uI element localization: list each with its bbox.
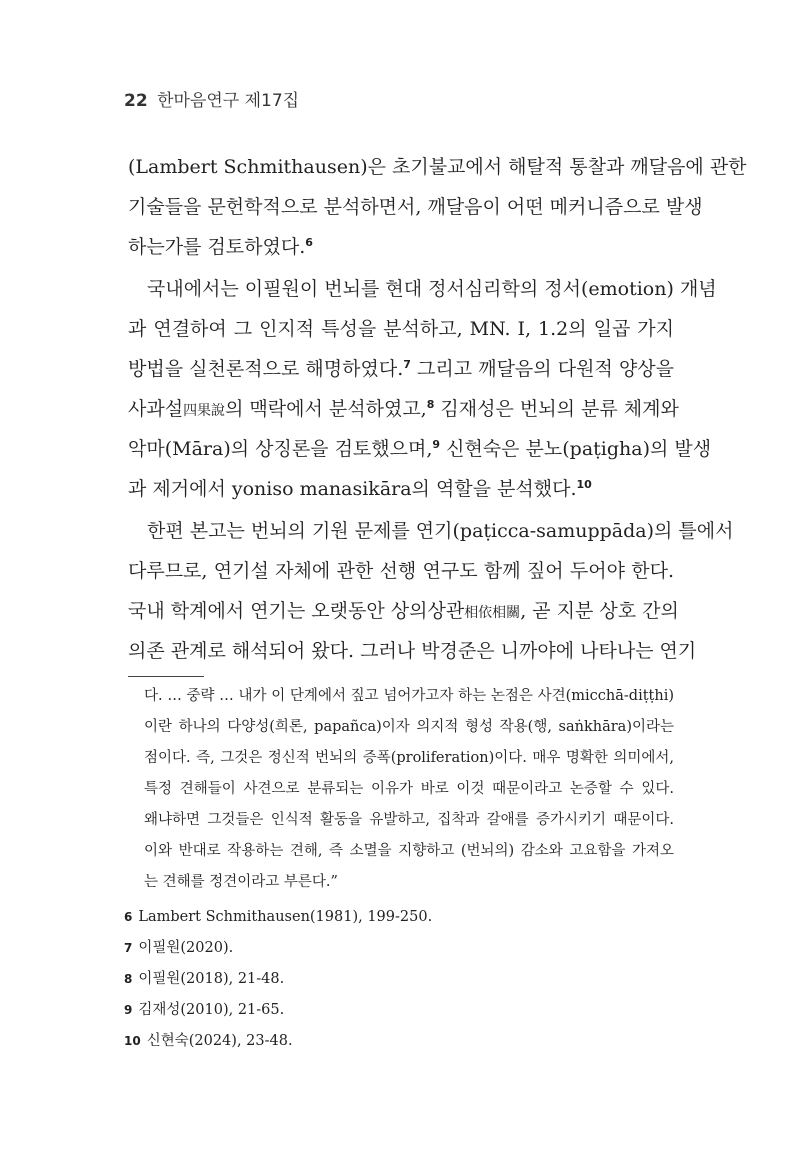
text-line <box>128 227 674 267</box>
text-line: (Lambert Schmithausen)은 초기불교에서 해탈적 통찰과 깨달음에 관한 <box>128 156 747 178</box>
page-number: 22 <box>124 91 148 111</box>
text-line: 다루므로, 연기설 자체에 관한 선행 연구도 함께 짚어 두어야 한다. <box>128 560 674 582</box>
line-text: 하는가를 검토하였다. <box>128 236 306 258</box>
quote-line: 다. … 중략 … 내가 이 단계에서 짚고 넘어가고자 하는 논점은 사견(micchā-diṭṭhi) <box>144 688 674 704</box>
line-text: 악마(Māra)의 상징론을 검토했으며, <box>128 438 433 460</box>
text-line: 기술들을 문헌학적으로 분석하면서, 깨달음이 어떤 메커니즘으로 발생 <box>128 196 703 218</box>
hanja-gloss: 四果說 <box>183 403 226 419</box>
footnote-text: 신현숙(2024), 23-48. <box>146 1033 293 1049</box>
text-line <box>128 349 674 389</box>
footnote-number: 10 <box>124 1034 141 1048</box>
footnote-9 <box>124 995 432 1026</box>
quote-line: 특정 견해들이 사견으로 분류되는 이유가 바로 이것 때문이라고 논증할 수 있다. <box>144 781 674 797</box>
footnote-ref[interactable]: 6 <box>305 236 313 249</box>
paragraph-1 <box>128 147 747 267</box>
line-text: 의 맥락에서 분석하였고, <box>225 398 427 420</box>
line-text: 과 제거에서 yoniso manasikāra의 역할을 분석했다. <box>128 478 577 500</box>
text-line: 의존 관계로 해석되어 왔다. 그러나 박경준은 니까야에 나타나는 연기 <box>128 640 697 662</box>
footnotes <box>124 902 432 1057</box>
hanja-gloss: 相依相關 <box>464 605 521 621</box>
quote-line: 는 견해를 정견이라고 부른다.” <box>144 874 338 890</box>
footnote-7 <box>124 933 432 964</box>
text-line: 국내에서는 이필원이 번뇌를 현대 정서심리학의 정서(emotion) 개념 <box>147 278 717 300</box>
line-text: 방법을 실천론적으로 해명하였다. <box>128 358 404 380</box>
line-text: 그리고 깨달음의 다원적 양상을 <box>410 358 675 380</box>
running-header <box>124 86 299 111</box>
line-text: 신현숙은 분노(paṭigha)의 발생 <box>440 438 712 460</box>
quote-line: 점이다. 즉, 그것은 정신적 번뇌의 증폭(proliferation)이다. 매우 명확한 의미에서, <box>144 750 674 766</box>
footnote-divider <box>128 676 204 677</box>
paragraph-3 <box>128 511 734 671</box>
footnote-text: 이필원(2020). <box>138 940 234 956</box>
footnote-number: 9 <box>124 1003 133 1017</box>
footnote-ref[interactable]: 10 <box>576 478 592 491</box>
footnote-text: 이필원(2018), 21-48. <box>138 971 285 987</box>
quote-line: 이와 반대로 작용하는 견해, 즉 소멸을 지향하고 (번뇌의) 감소와 고요함을 가져오 <box>144 843 674 859</box>
footnote-ref[interactable]: 8 <box>426 398 435 411</box>
footnote-text: Lambert Schmithausen(1981), 199-250. <box>138 909 433 925</box>
footnote-number: 8 <box>124 972 133 986</box>
footnote-ref[interactable]: 7 <box>403 358 411 371</box>
text-line <box>128 389 679 429</box>
journal-title: 한마음연구 제17집 <box>157 91 300 111</box>
footnote-quote-continuation <box>144 681 674 898</box>
footnote-number: 6 <box>124 910 133 924</box>
footnote-ref[interactable]: 9 <box>432 438 441 451</box>
footnote-number: 7 <box>124 941 133 955</box>
paragraph-2 <box>128 269 717 509</box>
footnote-8 <box>124 964 432 995</box>
quote-line: 왜냐하면 그것들은 인식적 활동을 유발하고, 집착과 갈애를 증가시키기 때문이다. <box>144 812 674 828</box>
quote-line: 이란 하나의 다양성(희론, papañca)이자 의지적 형성 작용(행, saṅkhāra)이라는 <box>144 719 674 735</box>
text-line <box>128 429 712 469</box>
line-text: , 곧 지분 상호 간의 <box>520 600 679 622</box>
footnote-text: 김재성(2010), 21-65. <box>138 1002 285 1018</box>
text-line <box>128 591 679 631</box>
line-text: 사과설 <box>128 398 184 420</box>
body-text <box>128 147 747 671</box>
footnote-10 <box>124 1026 432 1057</box>
text-line: 과 연결하여 그 인지적 특성을 분석하고, MN. I, 1.2의 일곱 가지 <box>128 318 674 340</box>
text-line <box>128 469 674 509</box>
text-line: 한편 본고는 번뇌의 기원 문제를 연기(paṭicca-samuppāda)의 틀에서 <box>147 520 734 542</box>
footnote-6 <box>124 902 432 933</box>
line-text: 국내 학계에서 연기는 오랫동안 상의상관 <box>128 600 465 622</box>
line-text: 김재성은 번뇌의 분류 체계와 <box>434 398 679 420</box>
